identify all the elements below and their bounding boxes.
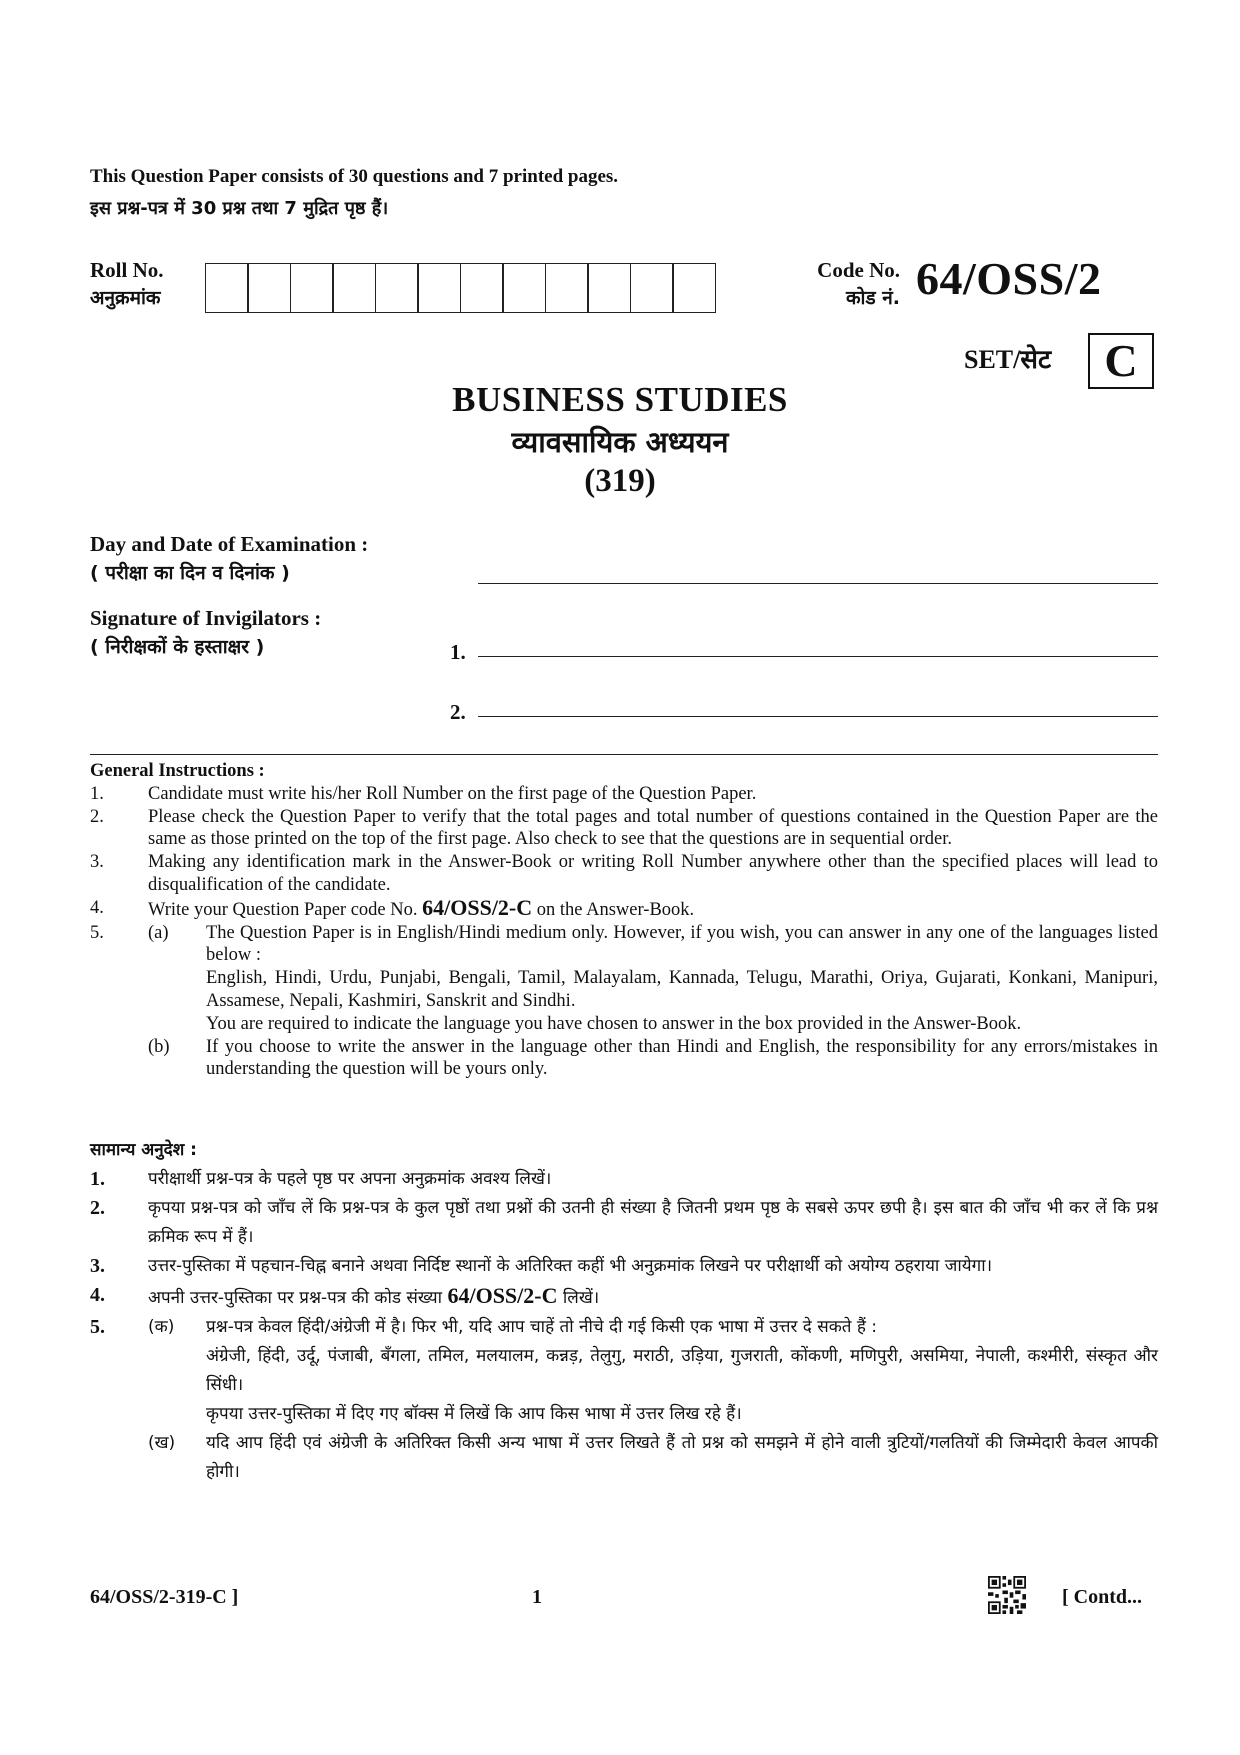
- general-instructions-heading: General Instructions :: [90, 761, 265, 781]
- instruction-4-code: 64/OSS/2-C: [422, 894, 533, 920]
- instruction-4: [90, 894, 1158, 922]
- instruction-5a-text-1: The Question Paper is in English/Hindi medium only. However, if you wish, you can answer in any one of the languages listed below :: [206, 922, 1158, 966]
- footer-page-number: 1: [532, 1586, 542, 1608]
- general-instructions-heading-hindi: सामान्य अनुदेश :: [90, 1140, 197, 1160]
- pages-info-english: This Question Paper consists of 30 questions and 7 printed pages.: [90, 166, 619, 187]
- instruction-2-text: Please check the Question Paper to verify that the total pages and total number of questions contained in the Question Paper are the same as those printed on the top of the first page. Also check to see that the questions are in sequential order.: [148, 806, 1158, 850]
- roll-number-label-hindi: अनुक्रमांक: [90, 287, 161, 309]
- pages-info-hindi: इस प्रश्न-पत्र में 30 प्रश्न तथा 7 मुद्रित पृष्ठ हैं।: [90, 198, 389, 219]
- instruction-4-prefix: Write your Question Paper code No.: [148, 899, 423, 920]
- hindi-instruction-5a: [148, 1313, 1158, 1429]
- signature-1-number: 1.: [450, 640, 466, 664]
- instruction-3: [90, 851, 1158, 897]
- instruction-1: [90, 783, 1158, 806]
- hindi-instruction-4-text: [148, 1281, 1158, 1313]
- instruction-1-text: Candidate must write his/her Roll Number on the first page of the Question Paper.: [148, 783, 757, 804]
- signature-1-line[interactable]: [478, 656, 1158, 657]
- hindi-instruction-5-number: 5.: [90, 1316, 105, 1338]
- roll-number-box[interactable]: [205, 263, 249, 313]
- instruction-5b-text: If you choose to write the answer in the language other than Hindi and English, the responsibility for any errors/mistakes in understanding the question will be yours only.: [206, 1036, 1158, 1080]
- subject-code: (319): [584, 463, 656, 499]
- code-number-label-hindi: कोड नं.: [845, 287, 900, 309]
- instruction-5-number: 5.: [90, 922, 104, 943]
- hindi-instruction-5: [90, 1313, 1158, 1487]
- instruction-2-number: 2.: [90, 806, 104, 827]
- instruction-4-number: 4.: [90, 897, 104, 918]
- code-number-label-english: Code No.: [817, 258, 900, 282]
- roll-number-box[interactable]: [502, 263, 546, 313]
- code-number-label: [790, 256, 900, 312]
- hindi-instruction-5a-label: (क): [148, 1317, 175, 1337]
- instruction-5a-languages: English, Hindi, Urdu, Punjabi, Bengali, Tamil, Malayalam, Kannada, Telugu, Marathi, Oriya, Gujarati, Konkani, Manipuri, Assamese, Nepali, Kashmiri, Sanskrit and Sindhi.: [206, 968, 1158, 1011]
- invigilator-signature-label-hindi: ( निरीक्षकों के हस्ताक्षर ): [90, 636, 265, 658]
- exam-date-label-english: Day and Date of Examination :: [90, 532, 369, 556]
- hindi-instruction-5a-languages: अंग्रेजी, हिंदी, उर्दू, पंजाबी, बँगला, तमिल, मलयालम, कन्नड़, तेलुगु, मराठी, उड़िया, गुजराती, कोंकणी, मणिपुरी, असमिया, नेपाली, कश्मीरी, संस्कृत और सिंधी।: [206, 1346, 1158, 1395]
- invigilator-signature-label: [90, 604, 321, 662]
- hindi-instruction-5a-text-2: कृपया उत्तर-पुस्तिका में दिए गए बॉक्स में लिखें कि आप किस भाषा में उत्तर लिख रहे हैं।: [206, 1404, 742, 1424]
- hindi-instruction-3-text: उत्तर-पुस्तिका में पहचान-चिह्न बनाने अथवा निर्दिष्ट स्थानों के अतिरिक्त कहीं भी अनुक्रमांक लिखने पर परीक्षार्थी को अयोग्य ठहराया जायेगा।: [148, 1256, 993, 1276]
- hindi-instruction-4-prefix: अपनी उत्तर-पुस्तिका पर प्रश्न-पत्र की कोड संख्या: [148, 1288, 448, 1308]
- instruction-1-number: 1.: [90, 783, 104, 804]
- roll-number-box[interactable]: [630, 263, 674, 313]
- instruction-4-suffix: on the Answer-Book.: [532, 899, 695, 920]
- instruction-3-text: Making any identification mark in the Answer-Book or writing Roll Number anywhere other than the specified places will lead to disqualification of the candidate.: [148, 852, 1158, 895]
- instruction-3-number: 3.: [90, 852, 104, 873]
- roll-number-box[interactable]: [290, 263, 334, 313]
- roll-number-box[interactable]: [460, 263, 504, 313]
- roll-number-boxes: [206, 263, 716, 313]
- hindi-instruction-5b-label: (ख): [148, 1433, 176, 1453]
- general-instructions-english: [90, 760, 1158, 1081]
- roll-number-box[interactable]: [417, 263, 461, 313]
- roll-number-box[interactable]: [375, 263, 419, 313]
- hindi-instruction-5a-text-1: प्रश्न-पत्र केवल हिंदी/अंग्रेजी में है। फिर भी, यदि आप चाहें तो नीचे दी गई किसी एक भाषा में उत्तर दे सकते हैं :: [206, 1317, 878, 1337]
- instruction-5a-text-2: You are required to indicate the language you have chosen to answer in the box provided in the Answer-Book.: [206, 1013, 1022, 1034]
- instruction-2: [90, 806, 1158, 852]
- hindi-instruction-5b: [148, 1429, 1158, 1487]
- hindi-instruction-2: [90, 1194, 1158, 1252]
- signature-2-line[interactable]: [478, 716, 1158, 717]
- footer-paper-code: 64/OSS/2-319-C ]: [90, 1586, 239, 1608]
- hindi-instruction-3-number: 3.: [90, 1255, 105, 1277]
- roll-number-box[interactable]: [587, 263, 631, 313]
- instruction-5: [90, 922, 1158, 1082]
- hindi-instruction-2-number: 2.: [90, 1197, 105, 1219]
- instruction-5b: [148, 1036, 1158, 1082]
- section-divider: [90, 754, 1158, 755]
- hindi-instruction-4-code: 64/OSS/2-C: [447, 1283, 558, 1308]
- hindi-instruction-1-text: परीक्षार्थी प्रश्न-पत्र के पहले पृष्ठ पर अपना अनुक्रमांक अवश्य लिखें।: [148, 1169, 552, 1189]
- roll-number-box[interactable]: [672, 263, 716, 313]
- hindi-instruction-5b-text: यदि आप हिंदी एवं अंग्रेजी के अतिरिक्त किसी अन्य भाषा में उत्तर लिखते हैं तो प्रश्न को समझने में होने वाली त्रुटियों/गलतियों की जिम्मेदारी केवल आपकी होगी।: [206, 1433, 1158, 1482]
- instruction-4-text: [148, 894, 1158, 922]
- footer-contd: [ Contd...: [1062, 1586, 1143, 1608]
- subject-title-block: [320, 380, 920, 500]
- hindi-instruction-1: [90, 1165, 1158, 1194]
- general-instructions-hindi: [90, 1136, 1158, 1487]
- instruction-5b-label: (b): [148, 1036, 170, 1057]
- set-value-box: C: [1088, 333, 1154, 389]
- roll-number-box[interactable]: [545, 263, 589, 313]
- hindi-instruction-4: [90, 1281, 1158, 1313]
- instruction-5a: [148, 922, 1158, 1036]
- hindi-instruction-1-number: 1.: [90, 1168, 105, 1190]
- roll-number-label-english: Roll No.: [90, 258, 164, 282]
- invigilator-signature-label-english: Signature of Invigilators :: [90, 606, 322, 630]
- hindi-instruction-4-number: 4.: [90, 1284, 105, 1306]
- qr-code-icon: [988, 1576, 1026, 1619]
- hindi-instruction-3: [90, 1252, 1158, 1281]
- roll-number-label: [90, 256, 164, 312]
- roll-number-box[interactable]: [332, 263, 376, 313]
- exam-date-label: [90, 530, 368, 588]
- hindi-instruction-4-suffix: लिखें।: [557, 1288, 600, 1308]
- subject-title-english: BUSINESS STUDIES: [452, 380, 788, 419]
- code-number-value: 64/OSS/2: [916, 253, 1102, 304]
- roll-number-box[interactable]: [247, 263, 291, 313]
- hindi-instruction-2-text: कृपया प्रश्न-पत्र को जाँच लें कि प्रश्न-पत्र के कुल पृष्ठों तथा प्रश्नों की उतनी ही संख्या है जितनी प्रथम पृष्ठ के सबसे ऊपर छपी है। इस बात की जाँच भी कर लें कि प्रश्न क्रमिक रूप में हैं।: [148, 1198, 1158, 1247]
- set-label: SET/सेट: [964, 345, 1052, 374]
- subject-title-hindi: व्यावसायिक अध्ययन: [511, 425, 729, 459]
- instruction-5a-label: (a): [148, 922, 169, 943]
- exam-date-line[interactable]: [478, 583, 1158, 584]
- exam-date-label-hindi: ( परीक्षा का दिन व दिनांक ): [90, 562, 290, 584]
- signature-2-number: 2.: [450, 700, 466, 724]
